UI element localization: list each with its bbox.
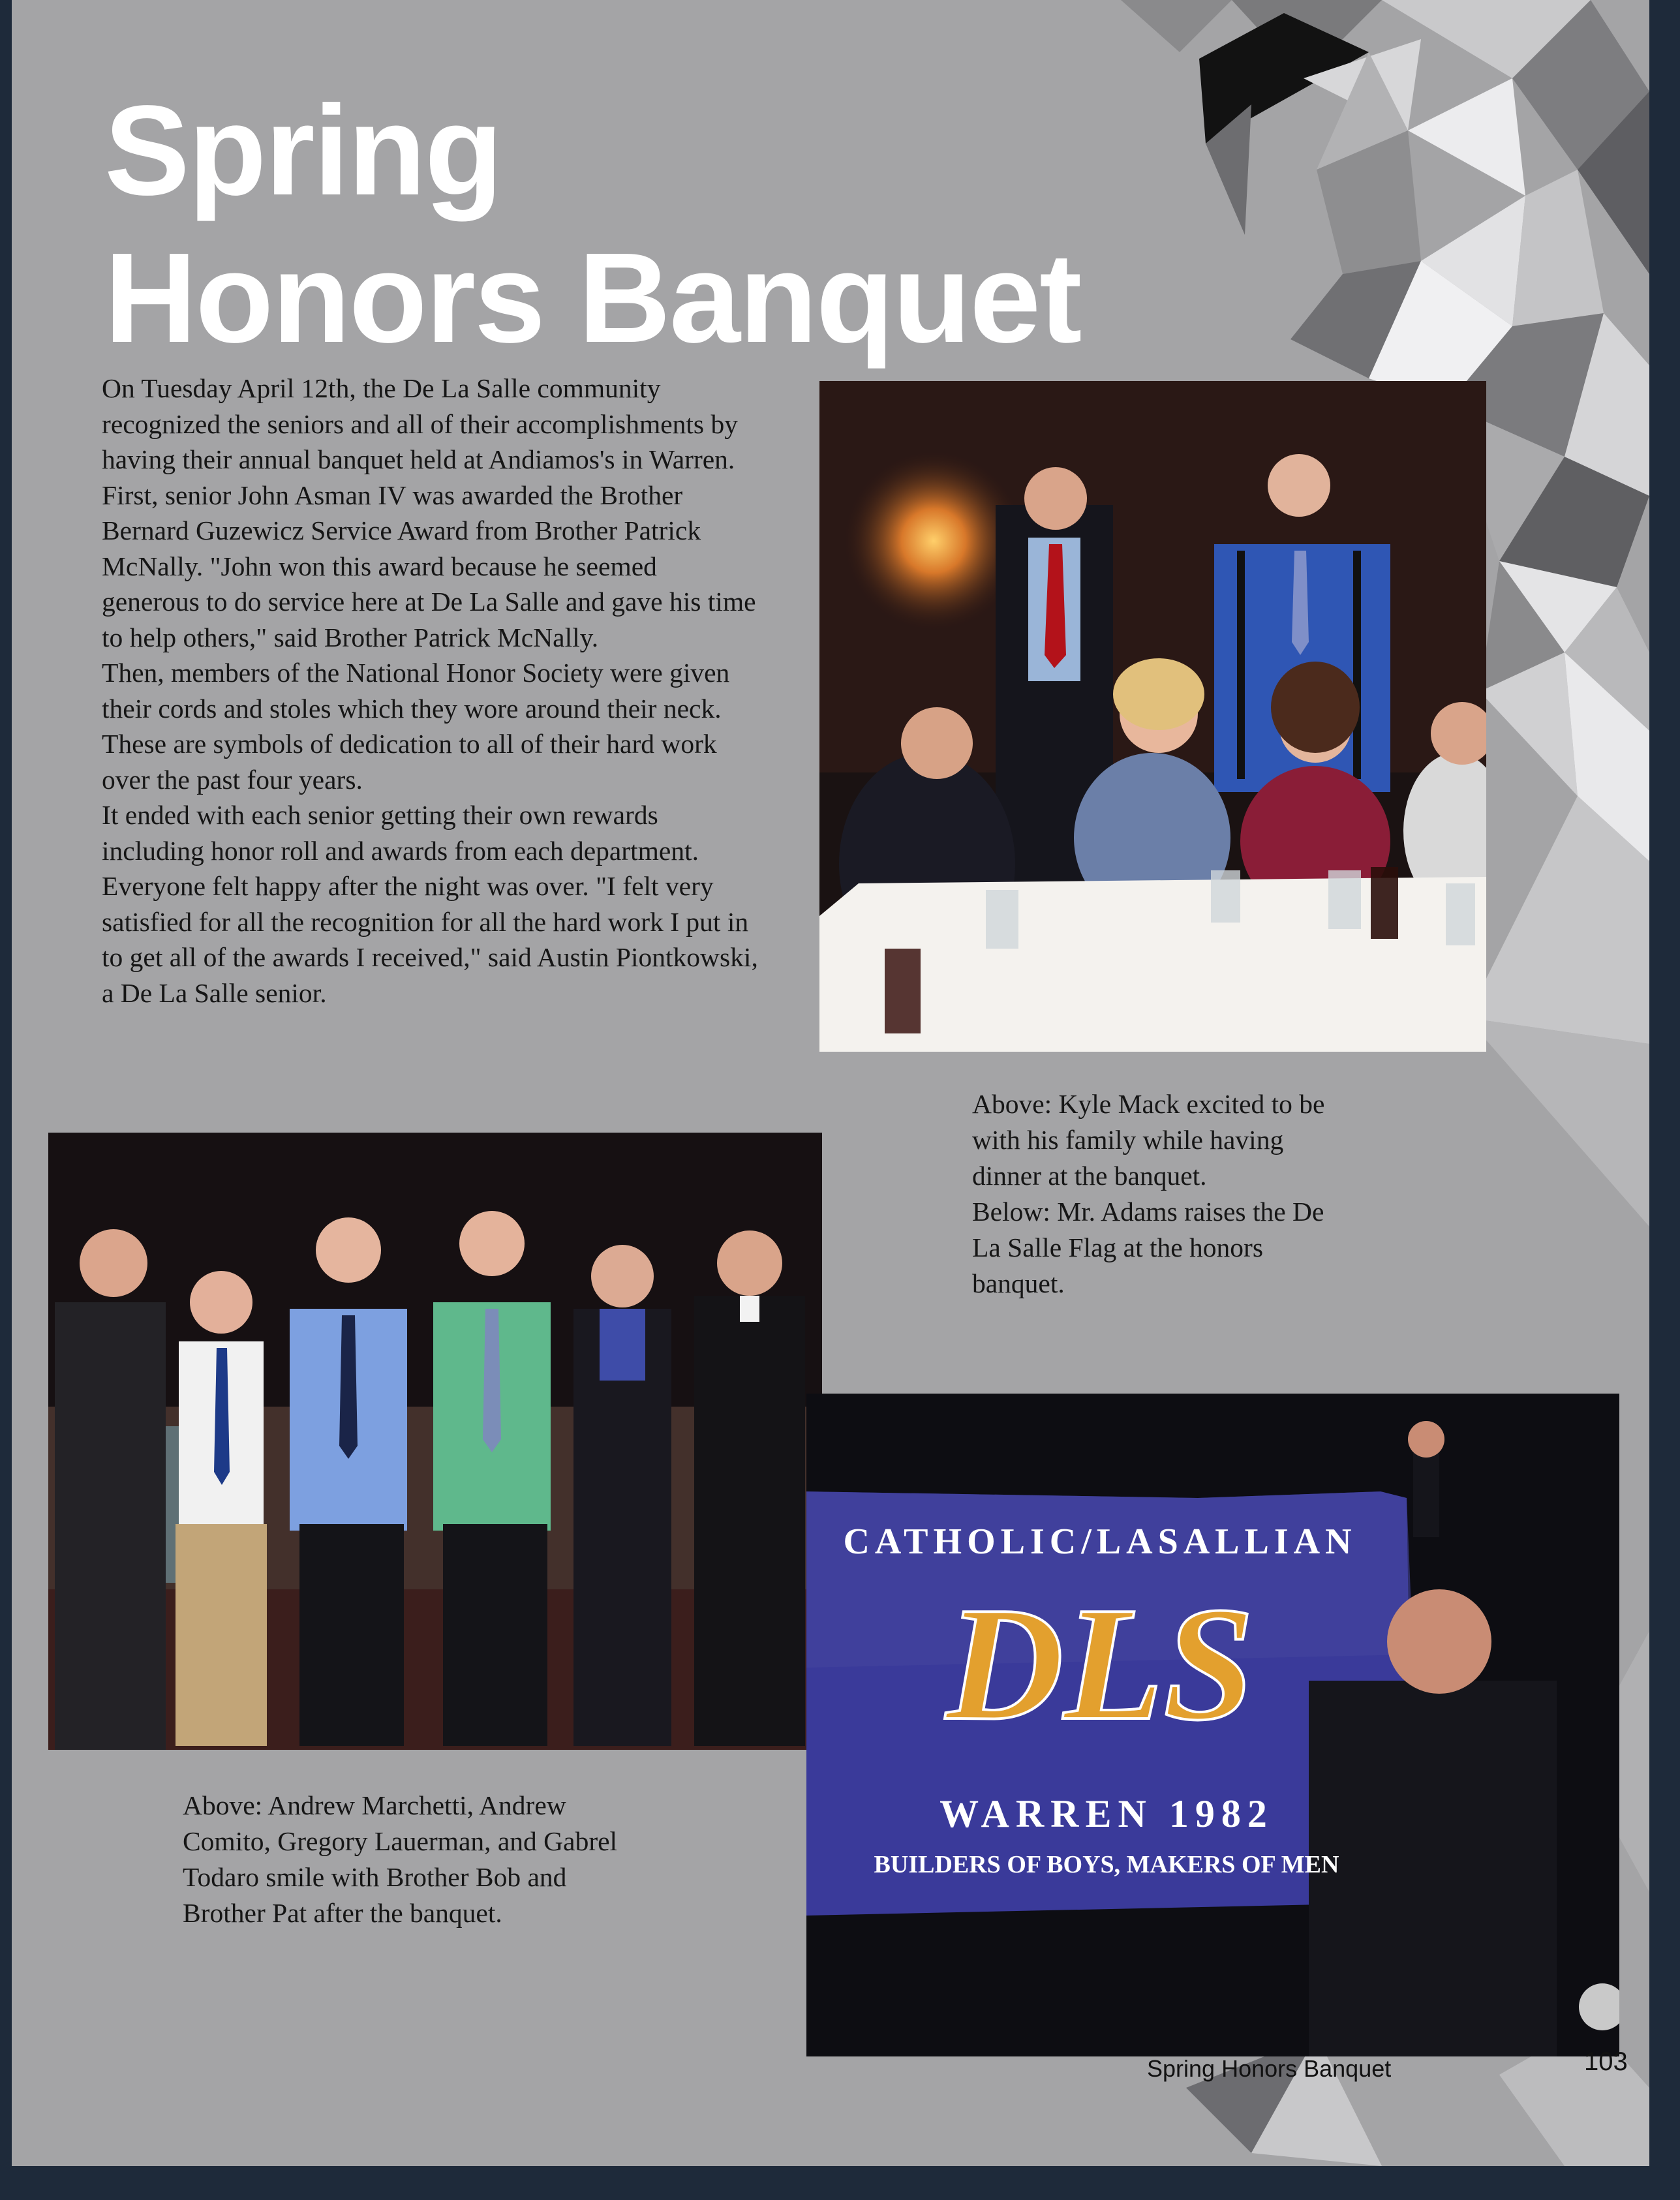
group-photo-caption — [183, 1788, 639, 1931]
flag-logo: DLS — [945, 1574, 1255, 1754]
article-paragraph: First, senior John Asman IV was awarded the Brother Bernard Guzewicz Service Award from Brother Patrick McNally. "John won this award because he seemed generous to do service here at De La Salle and gave his time to help others," said Brother Patrick McNally. — [102, 480, 756, 652]
flag-city-text: WARREN 1982 — [939, 1792, 1274, 1835]
family-dinner-photo — [819, 381, 1486, 1052]
title-line-2: Honors Banquet — [104, 226, 1081, 369]
article-paragraph: It ended with each senior getting their own rewards including honor roll and awards from each department. — [102, 800, 699, 866]
yearbook-page — [12, 0, 1649, 2166]
caption-below: Below: Mr. Adams raises the De La Salle Flag at the honors banquet. — [972, 1197, 1324, 1298]
group-caption-text: Above: Andrew Marchetti, Andrew Comito, Gregory Lauerman, and Gabrel Todaro smile with Brother Bob and Brother Pat after the banquet. — [183, 1790, 618, 1928]
article-paragraph: Everyone felt happy after the night was over. "I felt very satisfied for all the recognition for all the hard work I put in to get all of the awards I received," said Austin Piontkowski, a De La Salle senior. — [102, 871, 758, 1008]
family-photo-caption — [972, 1086, 1344, 1302]
title-line-1: Spring — [104, 79, 502, 222]
article-paragraph: On Tuesday April 12th, the De La Salle community recognized the seniors and all of their accomplishments by having their annual banquet held at Andiamos's in Warren. — [102, 373, 738, 474]
flag-photo — [806, 1394, 1619, 2056]
caption-above: Above: Kyle Mack excited to be with his family while having dinner at the banquet. — [972, 1089, 1325, 1191]
flag-top-text: CATHOLIC/LASALLIAN — [843, 1521, 1357, 1562]
article-body — [102, 371, 761, 1011]
footer-section-title: Spring Honors Banquet — [1147, 2055, 1392, 2082]
page-title — [104, 77, 1080, 372]
group-photo — [48, 1133, 822, 1750]
flag-motto: BUILDERS OF BOYS, MAKERS OF MEN — [874, 1851, 1339, 1878]
article-paragraph: Then, members of the National Honor Society were given their cords and stoles which they wore around their neck. These are symbols of dedication to all of their hard work over the past four years. — [102, 658, 730, 795]
page-number: 103 — [1584, 2047, 1628, 2076]
